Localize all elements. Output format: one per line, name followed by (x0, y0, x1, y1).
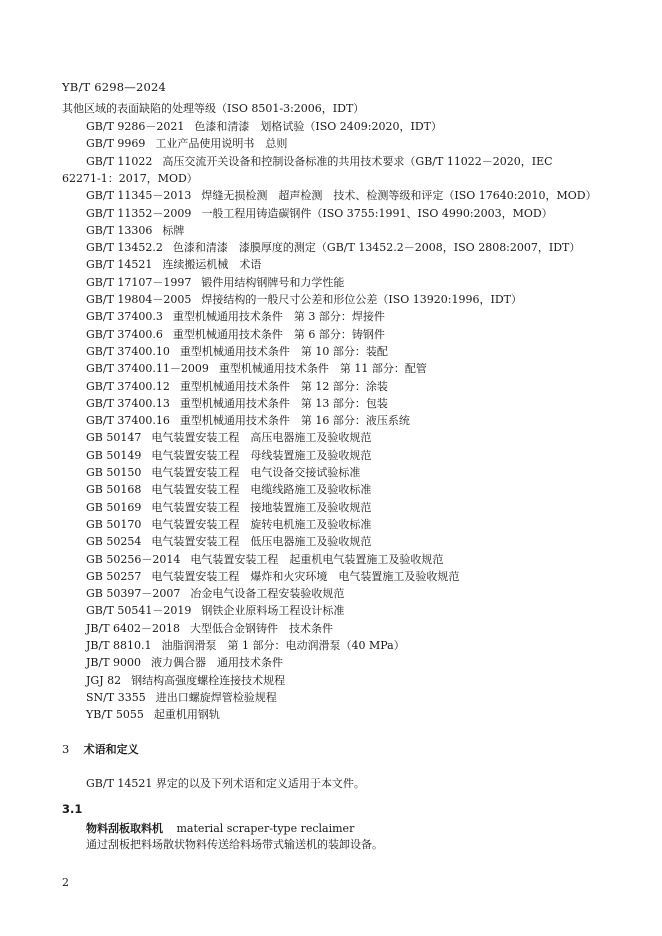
reference-title: 锻件用结构钢牌号和力学性能 (201, 275, 345, 289)
reference-code: GB/T 37400.3 (86, 310, 163, 324)
reference-code: JB/T 8810.1 (86, 639, 152, 652)
reference-item (86, 326, 385, 343)
reference-continuation: 62271-1：2017，MOD） (62, 171, 198, 185)
reference-code: GB 50147 (86, 431, 142, 445)
reference-item (86, 274, 344, 291)
reference-item (86, 533, 371, 550)
reference-title: 进出口螺旋焊管检验规程 (155, 690, 277, 704)
section-number: 3 (62, 742, 70, 756)
reference-item (86, 222, 184, 239)
reference-title: 电气装置安装工程 爆炸和火灾环境 电气装置施工及验收规范 (151, 569, 460, 583)
reference-code: GB 50169 (86, 500, 142, 514)
reference-item (86, 429, 371, 446)
reference-code: GB/T 14521 (86, 258, 153, 272)
reference-title: 一般工程用铸造碳钢件（ISO 3755:1991、ISO 4990:2003，MOD） (201, 206, 553, 220)
term-chinese: 物料刮板取料机 (86, 822, 163, 835)
reference-title: 钢结构高强度螺栓连接技术规程 (131, 673, 286, 687)
reference-code: GB 50150 (86, 466, 142, 479)
reference-title: 大型低合金钢铸件 技术条件 (190, 621, 334, 635)
section-title: 术语和定义 (83, 743, 139, 756)
reference-item (86, 551, 443, 568)
reference-item (86, 654, 283, 671)
reference-item (86, 585, 344, 602)
reference-title: 电气装置安装工程 电缆线路施工及验收标准 (151, 483, 372, 497)
reference-title: 色漆和清漆 漆膜厚度的测定（GB/T 13452.2－2008，ISO 2808:2007，IDT） (172, 241, 581, 255)
reference-title: 焊缝无损检测 超声检测 技术、检测等级和评定（ISO 17640:2010，MOD） (201, 189, 597, 203)
reference-title: 液力偶合器 通用技术条件 (151, 656, 284, 670)
reference-item (86, 256, 261, 273)
reference-code: GB/T 9286－2021 (86, 120, 185, 133)
reference-item (86, 481, 371, 498)
reference-title: 冶金电气设备工程安装验收规范 (190, 587, 345, 601)
reference-title: 高压交流开关设备和控制设备标准的共用技术要求（GB/T 11022－2020，IEC (162, 154, 553, 168)
reference-item (86, 602, 344, 619)
reference-code: SN/T 3355 (86, 690, 146, 704)
reference-title: 重型机械通用技术条件 第 10 部分：装配 (179, 344, 388, 358)
continuation-line: 其他区域的表面缺陷的处理等级（ISO 8501-3:2006，IDT） (62, 102, 365, 115)
reference-code: GB/T 37400.12 (86, 379, 170, 393)
reference-title: 工业产品使用说明书 总则 (155, 137, 288, 151)
reference-item (86, 360, 427, 377)
reference-code: GB/T 37400.6 (86, 327, 163, 341)
reference-code: GB/T 13306 (86, 223, 153, 237)
reference-code: GB/T 17107－1997 (86, 275, 192, 289)
reference-item (86, 187, 597, 204)
reference-code: GB 50168 (86, 483, 142, 497)
reference-item (86, 499, 371, 516)
reference-code: GB/T 11022 (86, 154, 153, 168)
reference-code: JGJ 82 (86, 673, 122, 687)
term-english: material scraper-type reclaimer (176, 822, 355, 835)
reference-title: 重型机械通用技术条件 第 3 部分：焊接件 (172, 310, 385, 324)
section-intro: GB/T 14521 界定的以及下列术语和定义适用于本文件。 (86, 777, 365, 790)
reference-code: GB/T 37400.16 (86, 414, 170, 428)
section-heading (62, 741, 139, 757)
reference-code: GB/T 9969 (86, 137, 146, 151)
page-number: 2 (62, 876, 69, 889)
reference-title: 钢铁企业原料场工程设计标准 (201, 604, 345, 618)
reference-code: GB/T 37400.13 (86, 396, 170, 410)
reference-code: GB/T 50541－2019 (86, 604, 192, 618)
reference-item (86, 395, 388, 412)
reference-title: 重型机械通用技术条件 第 11 部分：配管 (218, 362, 427, 376)
reference-title: 标牌 (162, 223, 185, 237)
reference-code: GB 50170 (86, 517, 142, 531)
reference-code: GB/T 37400.11－2009 (86, 362, 209, 376)
reference-title: 油脂润滑泵 第 1 部分：电动润滑泵（40 MPa） (161, 639, 405, 652)
reference-title: 电气装置安装工程 旋转电机施工及验收标准 (151, 517, 372, 531)
reference-title: 重型机械通用技术条件 第 13 部分：包装 (179, 396, 388, 410)
reference-code: GB 50397－2007 (86, 587, 181, 601)
reference-item (86, 291, 522, 308)
reference-item (86, 118, 442, 135)
reference-code: GB/T 11345－2013 (86, 189, 192, 203)
reference-item (86, 239, 580, 256)
standard-header: YB/T 6298—2024 (62, 80, 167, 94)
reference-title: 电气装置安装工程 高压电器施工及验收规范 (151, 431, 372, 445)
reference-code: JB/T 6402－2018 (86, 621, 181, 635)
reference-code: GB/T 11352－2009 (86, 206, 192, 220)
reference-item (86, 637, 405, 654)
reference-title: 重型机械通用技术条件 第 6 部分：铸钢件 (172, 327, 385, 341)
reference-item (86, 620, 333, 637)
reference-code: GB/T 19804－2005 (86, 293, 192, 306)
reference-code: GB 50256－2014 (86, 552, 181, 566)
reference-code: GB/T 37400.10 (86, 344, 170, 358)
reference-item (86, 464, 360, 481)
reference-item (86, 378, 388, 395)
reference-title: 重型机械通用技术条件 第 16 部分：液压系统 (179, 414, 410, 428)
term-heading (86, 820, 354, 836)
reference-item (86, 447, 371, 464)
reference-item (86, 412, 410, 429)
reference-title: 电气装置安装工程 低压电器施工及验收规范 (151, 535, 372, 549)
reference-title: 焊接结构的一般尺寸公差和形位公差（ISO 13920:1996，IDT） (201, 293, 522, 306)
reference-item (86, 153, 553, 170)
reference-title: 连续搬运机械 术语 (162, 258, 262, 272)
reference-item (86, 568, 459, 585)
reference-item (86, 672, 285, 689)
reference-title: 电气装置安装工程 母线装置施工及验收规范 (151, 448, 372, 462)
reference-code: GB/T 13452.2 (86, 241, 163, 255)
reference-item (86, 135, 287, 152)
reference-item (86, 205, 553, 222)
reference-title: 起重机用钢轨 (153, 708, 220, 722)
reference-item (86, 343, 388, 360)
reference-code: JB/T 9000 (86, 656, 142, 670)
reference-code: YB/T 5055 (86, 708, 144, 722)
reference-item (86, 308, 385, 325)
reference-title: 电气装置安装工程 接地装置施工及验收规范 (151, 500, 372, 514)
reference-item (86, 706, 220, 723)
reference-title: 色漆和清漆 划格试验（ISO 2409:2020，IDT） (194, 120, 442, 133)
reference-code: GB 50257 (86, 569, 142, 583)
reference-item (86, 516, 371, 533)
reference-title: 重型机械通用技术条件 第 12 部分：涂装 (179, 379, 388, 393)
term-definition: 通过刮板把料场散状物料传送给料场带式输送机的装卸设备。 (86, 838, 383, 851)
reference-title: 电气装置安装工程 电气设备交接试验标准 (151, 466, 361, 479)
term-number: 3.1 (62, 802, 83, 816)
reference-code: GB 50149 (86, 448, 142, 462)
reference-item (86, 689, 277, 706)
reference-code: GB 50254 (86, 535, 142, 549)
reference-title: 电气装置安装工程 起重机电气装置施工及验收规范 (190, 552, 444, 566)
